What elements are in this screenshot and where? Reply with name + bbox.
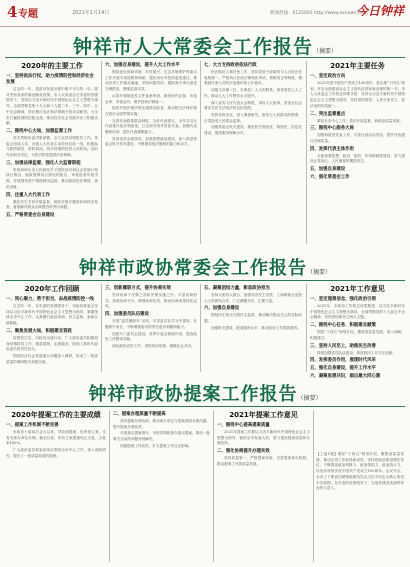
report1-column-3: [204, 61, 302, 244]
body-paragraph: 加强与各镇（区、办事处）人大的联系，指导基层人大工作，推动人大工作整体水平提升。: [204, 88, 302, 98]
subsection-heading: 三、加强法律监督，强化人大监督职能: [6, 160, 81, 166]
column-divider: [313, 410, 314, 562]
subsection-heading: 二、突出监督重点: [310, 111, 346, 117]
subsection-heading: 一、坚定政治方向: [310, 74, 346, 79]
subsection-heading: 三、创新履职方式，提升协商实效: [105, 286, 171, 291]
body-paragraph: 过去的一年，在市委的坚强领导下，市政协常委会坚持以习近平新时代中国特色社会主义思想为指导，紧紧围绕全市中心工作，认真履行政治协商、民主监督、参政议政职能。: [6, 304, 98, 326]
subsection-heading: 六、加强自身建设: [204, 306, 240, 312]
body-paragraph: 加强机关建设，提高服务水平，推动政协工作提质增效。: [211, 325, 301, 330]
body-paragraph: 深化政协宣传工作，讲好政协故事，凝聚社会共识。: [112, 343, 195, 348]
body-paragraph: 听取和审议市人民政府关于国民经济和社会发展计划执行情况、财政预算执行情况的报告，审查批准年度决算，开展国有资产管理情况监督，推动政府依法理财、规范用财。: [6, 167, 98, 189]
report3-column-3: [217, 410, 310, 562]
body-paragraph: 完善代表联系群众制度，办好代表建议，全年共交办代表建议批评和意见，已全部办结并答复代表。加强代表履职培训，提升代表履职能力。: [105, 118, 197, 135]
report1-column-2: [105, 61, 197, 244]
body-paragraph: 加强常委会机关建设，推进机关规范化、制度化、信息化建设，提高服务保障水平。: [204, 125, 302, 136]
section-heading: 2021年主要任务: [330, 62, 385, 70]
section-heading: 2021年工作意见: [330, 285, 385, 293]
subsection-heading: 五、严格常委会自身建设: [6, 212, 55, 218]
subsection-heading: 四、发挥代表主体作用: [310, 146, 354, 152]
subsection-heading: 六、加强自身建设，提升人大工作水平: [105, 63, 180, 68]
subsection-heading: 四、加强委员队伍建设: [105, 312, 149, 318]
subsection-heading: 四、注重人大代表工作: [6, 192, 50, 198]
subsection-heading: 三、围绕中心服务大局: [310, 126, 354, 132]
subsection-heading: 一、坚持依法行权，助力疫情防控和经济社会发展: [6, 74, 94, 85]
body-paragraph: 深入宣传人民代表大会制度，讲好人大故事，营造全社会尊法学法守法用法的良好氛围。: [204, 100, 302, 111]
subsection-heading: 六、凝聚思想共识，画出最大同心圆: [310, 374, 381, 380]
body-paragraph: 2021年是中国共产党成立100周年，是实施“十四五”规划、开启全面建设社会主义现代化国家新征程的第一年。市人大常委会工作的总体要求是：坚持以习近平新时代中国特色社会主义思想为指导，坚持党的领导、人民当家作主、依法治国有机统一。: [310, 81, 405, 108]
body-paragraph: 围绕“十四五”规划开局，聚焦高质量发展，深入调研，积极建言。: [310, 330, 405, 340]
body-paragraph: 紧扣全市中心工作，依法开展监督，助推高质量发展。: [317, 118, 404, 123]
issue-date: 2021年1月14日: [72, 10, 110, 16]
column-divider: [213, 410, 214, 562]
body-paragraph: 坚持质量第一，严格提案审查，完善提案督办机制，推动提案工作高质量发展。: [217, 456, 310, 466]
report1-note: （摘要）: [313, 48, 338, 55]
report3-title-text: 钟祥市政协提案工作报告: [88, 384, 298, 405]
report1-title-text: 钟祥市人大常委会工作报告: [72, 36, 313, 58]
subsection-heading: 三、坚持人民至上，助推民生改善: [310, 343, 376, 349]
body-paragraph: 围绕经济社会发展重大问题深入调研，形成了一批高质量的调研报告和建议案。: [6, 353, 98, 364]
subsection-heading: 一、提案工作机制不断完善: [6, 423, 59, 428]
body-paragraph: 坚持大团结大联合，加强同各民主党派、工商联和无党派人士的团结合作，广泛凝聚共识、汇聚力量。: [204, 293, 302, 303]
report2-note: （摘要）: [306, 269, 331, 276]
subsection-heading: 七、大力支持政府依法行政: [204, 63, 257, 68]
report2-column-2: [105, 284, 197, 372]
subsection-heading: 二、围绕中心任务，积极建言献策: [310, 323, 376, 329]
section-heading: 2020年工作回顾: [24, 285, 80, 293]
section-heading: 2020年的主要工作: [21, 62, 83, 70]
subsection-heading: 一、坚定理想信念，强化政治引领: [310, 297, 376, 302]
body-paragraph: 开展重点提案督办，市领导领衔督办重点提案，推动一批事关全局的问题得到解决。: [113, 431, 210, 442]
subsection-heading: 四、发挥委员作用，展现时代风采: [310, 358, 376, 364]
report1-column-1: [6, 61, 98, 244]
report3-title: [0, 380, 410, 406]
body-paragraph: 疫情发生后，市政协迅速行动，广大政协委员积极投身疫情防控工作，捐款捐物，志愿服务，展现了新时代政协委员的责任担当。: [6, 335, 98, 352]
report1-column-4: [310, 61, 405, 244]
subsection-heading: 五、凝聚团结力量，彰显政协担当: [204, 286, 270, 291]
body-paragraph: 市政协十届四次会议以来，共收到提案，经审查立案，交有关承办单位办理。截至目前，所有立案提案均已办复，办复率100%。: [6, 430, 106, 446]
body-paragraph: 加强提案工作宣传，扩大提案工作社会影响。: [120, 443, 192, 448]
section-heading: 2020年提案工作的主要成绩: [11, 411, 101, 419]
subsection-heading: 六、强化常委会工作: [310, 175, 350, 181]
subsection-heading: 二、强化协商提升办理实效: [217, 449, 270, 455]
body-paragraph: 全面加强思想、政治、组织、作风和制度建设，努力建设让党放心、人民满意的模范机关。: [310, 153, 405, 164]
section-heading: 2021年提案工作意见: [229, 411, 298, 419]
masthead: [0, 0, 410, 27]
body-paragraph: 坚持提案办理协商，推动承办单位与提案者面对面沟通，提升提案办理实效。: [113, 419, 210, 429]
body-paragraph: 加强和改进代表工作，丰富代表活动内容，提升代表建议办理质量。: [310, 133, 405, 143]
body-paragraph: 2021年提案工作要以习近平新时代中国特色社会主义思想为指导，紧扣全市发展大局，着力提高提案质量和办理实效。: [217, 430, 310, 446]
column-divider: [306, 284, 307, 372]
news-hotline: 新闻热线：6125001 http://www.zxnews.net: [270, 11, 366, 16]
continued-from-front-page: 【上接1版】紧扣“十四五”规划开局，聚焦高质量发展，推动各项工作取得新成效。坚持把政治建设摆在首位，不断提高政治判断力、政治领悟力、政治执行力，以优异成绩庆祝中国共产党成立100周年。会议号召，全市上下要更加紧密地团结在以习近平同志为核心的党中央周围，在市委的坚强领导下，为加快建设美丽钟祥而努力奋斗。: [316, 452, 404, 491]
subsection-heading: 二、围绕中心大局，加强监督工作: [6, 128, 72, 134]
column-divider: [109, 410, 110, 562]
report2-title-text: 钟祥市政协常委会工作报告: [78, 258, 307, 279]
body-paragraph: 紧扣民生关切开展监督，组织开展专题询问和执法检查，督促解决群众反映强烈的突出问题。: [6, 199, 98, 210]
body-paragraph: 2021年，市政协工作的总体思路是：以习近平新时代中国特色社会主义思想为指导，全面贯彻党的十九届五中全会精神，坚持团结和民主两大主题。: [310, 304, 405, 320]
body-paragraph: 广大政协委员和参加单位围绕全市中心工作，深入调查研究，提出了一批质量较高的提案。: [6, 448, 106, 458]
report2-title: [0, 254, 410, 280]
report3-note: （摘要）: [297, 395, 322, 402]
report1-title: [0, 32, 410, 59]
subsection-heading: 二、提案办理质量不断提高: [113, 412, 166, 417]
body-paragraph: 坚持党的全面领导，加强思想政治建设，深入推进常委会机关作风建设，不断提高依法履职的能力和水平。: [105, 136, 197, 147]
page-number: 4: [7, 3, 18, 21]
body-paragraph: 持续加强委员队伍建设，推进政协工作守正创新。: [317, 350, 397, 355]
newspaper-logo: 今日钟祥: [355, 4, 404, 18]
column-divider: [101, 284, 102, 372]
body-paragraph: 坚持协商于决策之前和决策实施之中，丰富协商形式，拓展协商平台，增强协商实效，推动协商成果转化运用。: [105, 293, 197, 309]
subsection-heading: 五、加强自身建设: [310, 167, 346, 173]
subsection-heading: 五、强化自身建设，提升工作水平: [310, 366, 376, 372]
column-divider: [200, 61, 201, 244]
report3-column-1: [6, 410, 106, 562]
subsection-heading: 二、聚焦发展大局，积极建言资政: [6, 328, 72, 334]
body-paragraph: 坚决贯彻市委决策部署，全力支持疫情防控工作。常委会组成人员、各级人大代表主动投身抗疫一线，积极参与联防联控、群防群治，筑牢疫情防控的人民防线。及时作出相关决定，为依法防控提供法治保障。: [6, 135, 98, 158]
section-label: 专题: [18, 9, 38, 20]
body-paragraph: 认真开展规范性文件备案审查，做到有件必备、有备必审、有错必纠，维护国家法制统一。: [105, 93, 197, 104]
column-divider: [200, 284, 201, 372]
report3-rule: [5, 406, 405, 407]
body-paragraph: 开展“委员履职年”活动，引导委员在学习中提高、在履职中成长，不断增强委员的责任意识和履职能力。: [105, 319, 197, 329]
report2-column-4: [310, 284, 405, 380]
report2-column-1: [6, 284, 98, 372]
body-paragraph: 组织开展法律法规实施情况检查，推动相关法律法规在我市全面贯彻实施。: [105, 106, 197, 116]
subsection-heading: 一、围绕中心提高提案质量: [217, 423, 270, 428]
report2-rule: [5, 280, 405, 281]
column-divider: [101, 61, 102, 244]
report1-rule: [5, 57, 405, 58]
body-paragraph: 过去的一年，是我市发展历程中极不平凡的一年。面对突如其来的新冠肺炎疫情，市人大常委会在市委的坚强领导下，坚持以习近平新时代中国特色社会主义思想为指导，全面贯彻党的十九大和十九届二中、三中、四中、五中全会精神，依法履行宪法和法律赋予的各项职责，为全市打赢疫情防控阻击战、推动经济社会发展作出了积极贡献。: [6, 87, 98, 126]
body-paragraph: 依法做好人事任免工作，坚持党管干部原则与人大依法任免相统一，严格执行任前法律知识考试、供职发言等制度，增强被任命人员的法治意识和公仆意识。: [204, 70, 302, 86]
report3-column-2: [113, 410, 210, 562]
body-paragraph: 坚持求真务实，深入调查研究，密切与人民群众的联系，自觉接受人民群众监督。: [204, 112, 302, 123]
report2-column-3: [204, 284, 302, 372]
subsection-heading: 一、同心聚力，勇于担当，奋战疫情防控一线: [6, 297, 94, 302]
body-paragraph: 围绕优化营商环境、乡村振兴、生态环境保护等重点工作开展专项视察和调研，提出有针对性的意见建议，推动各项工作落实落地。坚持问题导向，跟踪督办审议意见办理情况，增强监督实效。: [105, 70, 197, 92]
column-divider: [306, 61, 307, 244]
body-paragraph: 加强专门委员会建设，发挥专委会基础作用，提高政协工作整体效能。: [105, 331, 197, 342]
body-paragraph: 围绕民生热点开展民主监督，推动解决群众关心的实际问题。: [204, 313, 302, 324]
